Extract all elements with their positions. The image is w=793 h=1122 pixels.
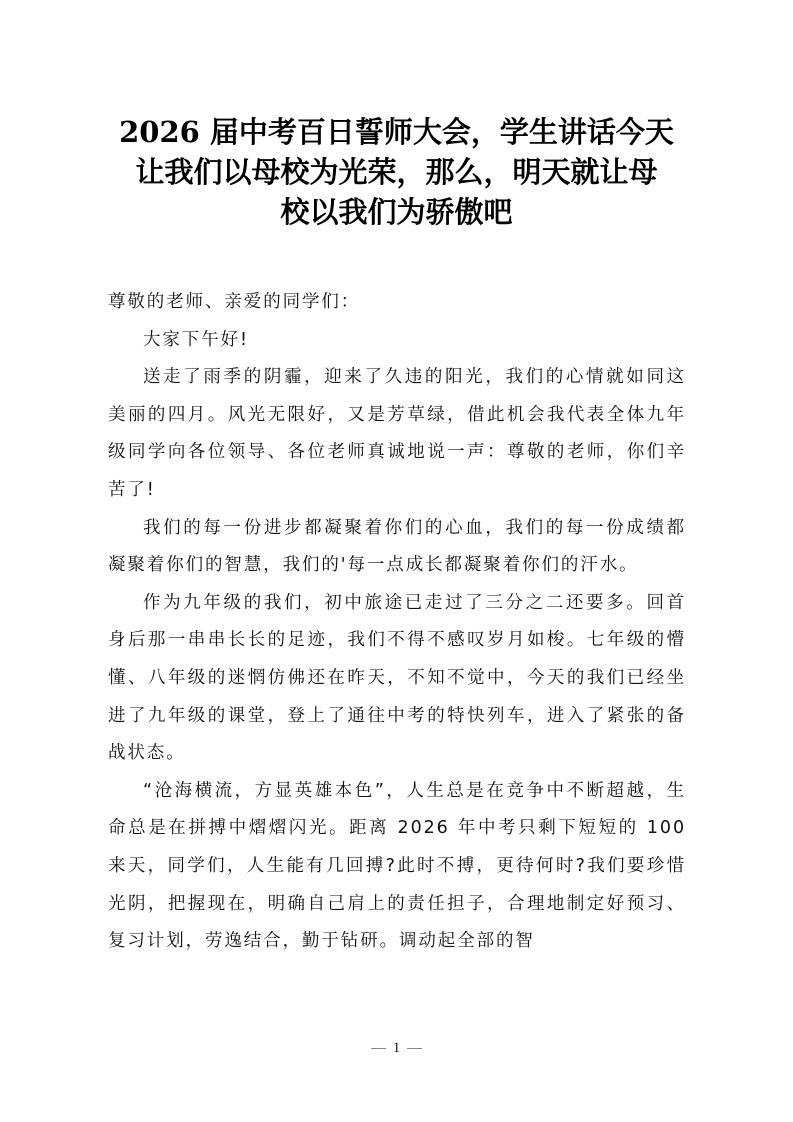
- paragraph-greeting: 大家下午好!: [143, 329, 249, 350]
- dash-left: [371, 1048, 386, 1049]
- paragraph: 作为九年级的我们，初中旅途已走过了三分之二还要多。回首身后那一串串长长的足迹，我们不得不感叹岁月如梭。七年级的懵懂、八年级的迷惘仿佛还在昨天，不知不觉中，今天的我们已经坐进了九年级的课堂，登上了通往中考的特快列车，进入了紧张的备战状态。: [108, 592, 686, 764]
- paragraph: 送走了雨季的阴霾，迎来了久违的阳光，我们的心情就如同这美丽的四月。风光无限好，又是芳草绿，借此机会我代表全体九年级同学向各位领导、各位老师真诚地说一声：尊敬的老师，你们辛苦了!: [108, 367, 686, 500]
- document-title: [100, 112, 693, 232]
- page-footer: [0, 1040, 793, 1057]
- page-number: 1: [392, 1040, 401, 1056]
- paragraph: “沧海横流，方显英雄本色”，人生总是在竞争中不断超越，生命总是在拼搏中熠熠闪光。距离 2026 年中考只剩下短短的 100 来天，同学们，人生能有几回搏?此时不搏，更待何时?我们要珍惜光阴，把握现在，明确自己肩上的责任担子，合理地制定好预习、复习计划，劳逸结合，勤于钻研。调动起全部的智: [108, 780, 686, 952]
- title-line-1: 2026 届中考百日誓师大会，学生讲话今天: [119, 115, 674, 149]
- title-line-3: 校以我们为骄傲吧: [280, 195, 513, 229]
- salutation: 尊敬的老师、亲爱的同学们：: [108, 292, 361, 312]
- document-body: [108, 284, 686, 961]
- paragraph: 我们的每一份进步都凝聚着你们的心血，我们的每一份成绩都凝聚着你们的智慧，我们的'每一点成长都凝聚着你们的汗水。: [108, 517, 686, 576]
- dash-right: [407, 1048, 422, 1049]
- title-line-2: 让我们以母校为光荣，那么，明天就让母: [135, 155, 658, 189]
